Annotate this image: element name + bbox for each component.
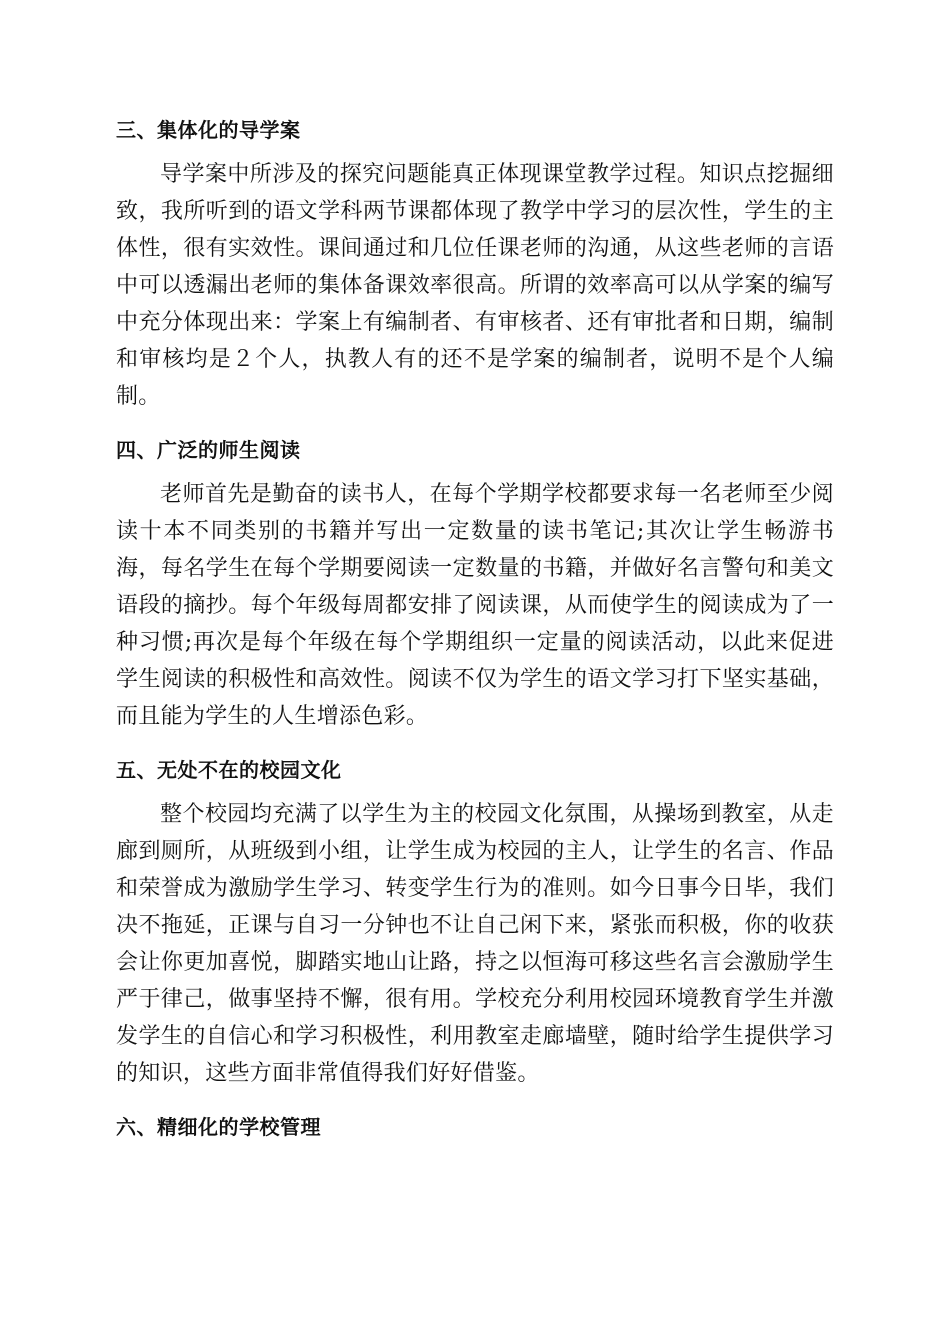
section-paragraph: 整个校园均充满了以学生为主的校园文化氛围，从操场到教室，从走廊到厕所，从班级到小组，让学生成为校园的主人，让学生的名言、作品和荣誉成为激励学生学习、转变学生行为的准则。如今日事今日毕，我们决不拖延，正课与自习一分钟也不让自己闲下来，紧张而积极，你的收获会让你更加喜悦，脚踏实地山让路，持之以恒海可移这些名言会激励学生严于律己，做事坚持不懈，很有用。学校充分利用校园环境教育学生并激发学生的自信心和学习积极性，利用教室走廊墙壁，随时给学生提供学习的知识，这些方面非常值得我们好好借鉴。 [116,802,834,1086]
document-body [116,110,834,1153]
section-teacher-student-reading [116,430,834,735]
section-campus-culture [116,750,834,1092]
section-school-management [116,1107,834,1147]
section-heading: 六、精细化的学校管理 [116,1115,321,1139]
section-paragraph: 导学案中所涉及的探究问题能真正体现课堂教学过程。知识点挖掘细致，我所听到的语文学科两节课都体现了教学中学习的层次性，学生的主体性，很有实效性。课间通过和几位任课老师的沟通，从这些老师的言语中可以透漏出老师的集体备课效率很高。所谓的效率高可以从学案的编写中充分体现出来：学案上有编制者、有审核者、还有审批者和日期，编制和审核均是２个人，执教人有的还不是学案的编制者，说明不是个人编制。 [116,162,834,409]
section-collective-study-guide [116,110,834,415]
section-paragraph: 老师首先是勤奋的读书人，在每个学期学校都要求每一名老师至少阅读十本不同类别的书籍并写出一定数量的读书笔记;其次让学生畅游书海，每名学生在每个学期要阅读一定数量的书籍，并做好名言警句和美文语段的摘抄。每个年级每周都安排了阅读课，从而使学生的阅读成为了一种习惯;再次是每个年级在每个学期组织一定量的阅读活动，以此来促进学生阅读的积极性和高效性。阅读不仅为学生的语文学习打下坚实基础，而且能为学生的人生增添色彩。 [116,482,834,729]
section-heading: 四、广泛的师生阅读 [116,438,301,462]
section-heading: 五、无处不在的校园文化 [116,758,342,782]
section-heading: 三、集体化的导学案 [116,118,301,142]
